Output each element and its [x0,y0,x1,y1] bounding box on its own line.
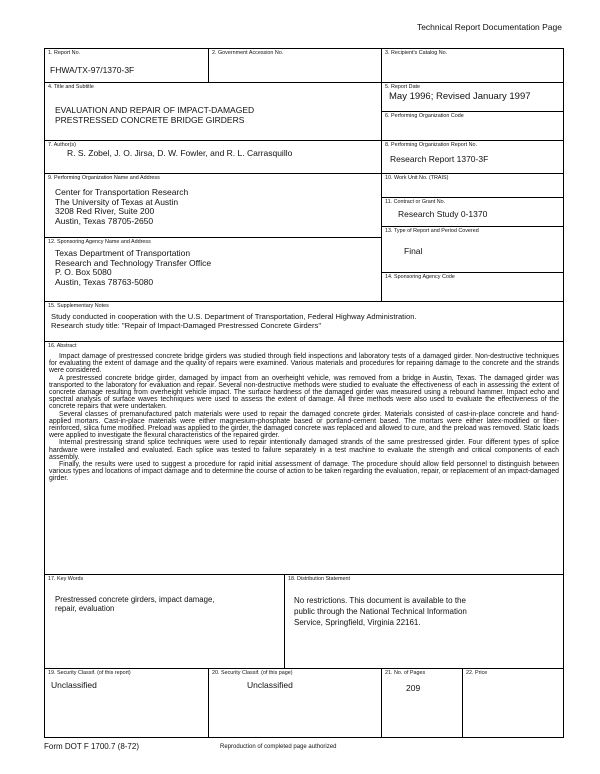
org-report-no-label: 8. Performing Organization Report No. [385,142,477,148]
org-code-label: 6. Performing Organization Code [385,113,464,119]
security-report-label: 19. Security Classif. (of this report) [48,670,131,676]
field-org-report-no [382,141,563,174]
field-distribution [285,575,563,669]
field-pages [382,669,463,737]
report-type-value: Final [404,246,423,256]
key-words-value: Prestressed concrete girders, impact damage, repair, evaluation [55,595,215,613]
field-org-code [382,112,563,141]
field-abstract [45,342,563,575]
field-authors [45,141,382,174]
title-subtitle-label: 4. Title and Subtitle [48,84,94,90]
org-name-value: Center for Transportation Research The University of Texas at Austin 3208 Red River, Suite 200 Austin, Texas 78705-2650 [55,187,189,226]
authors-label: 7. Author(s) [48,142,76,148]
field-title-subtitle [45,83,382,141]
abstract-paragraph-2: A prestressed concrete bridge girder, damaged by impact from an overheight vehicle, was removed from a bridge in Austin, Texas. The damaged girder was transported to the laboratory for evaluation and repair. Several non-destructive methods were studied to evaluate the effectiveness of each in assessing the extent of concrete damage resulting from overheight vehicle impact. The surface hardness of the damaged girder was measured using a rebound hammer. Impact echo and spectral analysis of surface waves techniques were used to assess the extent of damage. All three methods were also used to evaluate the effectiveness of the concrete repairs that were undertaken. [49,374,559,411]
supplementary-label: 15. Supplementary Notes [48,303,109,309]
report-date-value: May 1996; Revised January 1997 [389,91,531,102]
report-no-value: FHWA/TX-97/1370-3F [50,65,135,75]
supplementary-value: Study conducted in cooperation with the U.S. Department of Transportation, Federal Highway Administration. Research study title: "Repair of Impact-Damaged Prestressed Concrete Girders" [51,312,417,330]
abstract-body [49,353,559,483]
field-report-type [382,227,563,273]
security-page-value: Unclassified [247,680,293,690]
field-report-no [45,49,209,83]
report-date-label: 5. Report Date [385,84,421,90]
org-report-no-value: Research Report 1370-3F [390,154,489,164]
sponsor-label: 12. Sponsoring Agency Name and Address [48,239,151,245]
sponsor-code-label: 14. Sponsoring Agency Code [385,274,455,280]
field-security-report [45,669,209,737]
field-price [463,669,563,737]
field-sponsor-code [382,273,563,302]
security-page-label: 20. Security Classif. (of this page) [212,670,293,676]
reproduction-note: Reproduction of completed page authorized [220,744,337,750]
pages-value: 209 [406,683,421,693]
report-no-label: 1. Report No. [48,50,81,56]
abstract-paragraph-3: Several classes of premanufactured patch materials were used to repair the damaged concrete girder. Materials consisted of cast-in-place concrete and hand-applied mortars. Cast-in-place materials were either magnesium-phosphate based or portland-cement based. The mortars were either latex-modified or fiber-reinforced, silica fume modified. Preload was applied to the girder, the damaged concrete was replaced and allowed to cure, and the preload was removed. Static loads were applied to investigate the flexural characteristics of the repaired girder. [49,410,559,440]
abstract-paragraph-4: Internal prestressing strand splice techniques were used to repair intentionally damaged strands of the same prestressed girder. Four different types of splice hardware were installed and evaluated. Each splice was tested to failure separately in a test machine to evaluate the strength and critical components of each assembly. [49,439,559,461]
key-words-label: 17. Key Words [48,576,84,582]
form-id: Form DOT F 1700.7 (8-72) [44,742,139,751]
field-supplementary-notes [45,302,563,342]
report-type-label: 13. Type of Report and Period Covered [385,228,479,234]
work-unit-label: 10. Work Unit No. (TRAIS) [385,175,449,181]
field-recipient-catalog [382,49,563,83]
field-sponsor [45,238,382,302]
distribution-value: No restrictions. This document is available to the public through the National Technical Information Service, Springfield, Virginia 22161. [294,596,467,627]
sponsor-value: Texas Department of Transportation Research and Technology Transfer Office P. O. Box 5080 Austin, Texas 78763-5080 [55,248,212,287]
org-name-label: 9. Performing Organization Name and Address [48,175,160,181]
field-contract [382,198,563,227]
field-security-page [209,669,382,737]
title-subtitle-value: EVALUATION AND REPAIR OF IMPACT-DAMAGED PRESTRESSED CONCRETE BRIDGE GIRDERS [55,105,255,125]
abstract-paragraph-1: Impact damage of prestressed concrete bridge girders was studied through field inspections and laboratory tests of a damaged girder. Non-destructive techniques for evaluating the extent of damage and the quality of repairs were examined. Various materials and procedures for repairing damage to the concrete and the strands were considered. [49,353,559,375]
price-label: 22. Price [466,670,488,676]
abstract-paragraph-5: Finally, the results were used to suggest a procedure for rapid initial assessment of damage. The procedure should allow field personnel to distinguish between various types and locations of impact damage and to determine the course of action to be taken regarding the evaluation, repair, or replacement of an impact-damaged girder. [49,461,559,483]
report-documentation-form [44,48,564,738]
security-report-value: Unclassified [51,680,97,690]
recipient-catalog-label: 3. Recipient's Catalog No. [385,50,448,56]
contract-label: 11. Contract or Grant No. [385,199,446,205]
page-header-title: Technical Report Documentation Page [416,22,562,32]
field-key-words [45,575,285,669]
contract-value: Research Study 0-1370 [398,209,488,219]
field-report-date [382,83,563,112]
abstract-label: 16. Abstract [48,343,77,349]
field-gov-accession [209,49,382,83]
pages-label: 21. No. of Pages [385,670,426,676]
distribution-label: 18. Distribution Statement [288,576,351,582]
field-org-name [45,174,382,238]
authors-value: R. S. Zobel, J. O. Jirsa, D. W. Fowler, and R. L. Carrasquillo [67,148,293,158]
gov-accession-label: 2. Government Accession No. [212,50,284,56]
field-work-unit [382,174,563,198]
